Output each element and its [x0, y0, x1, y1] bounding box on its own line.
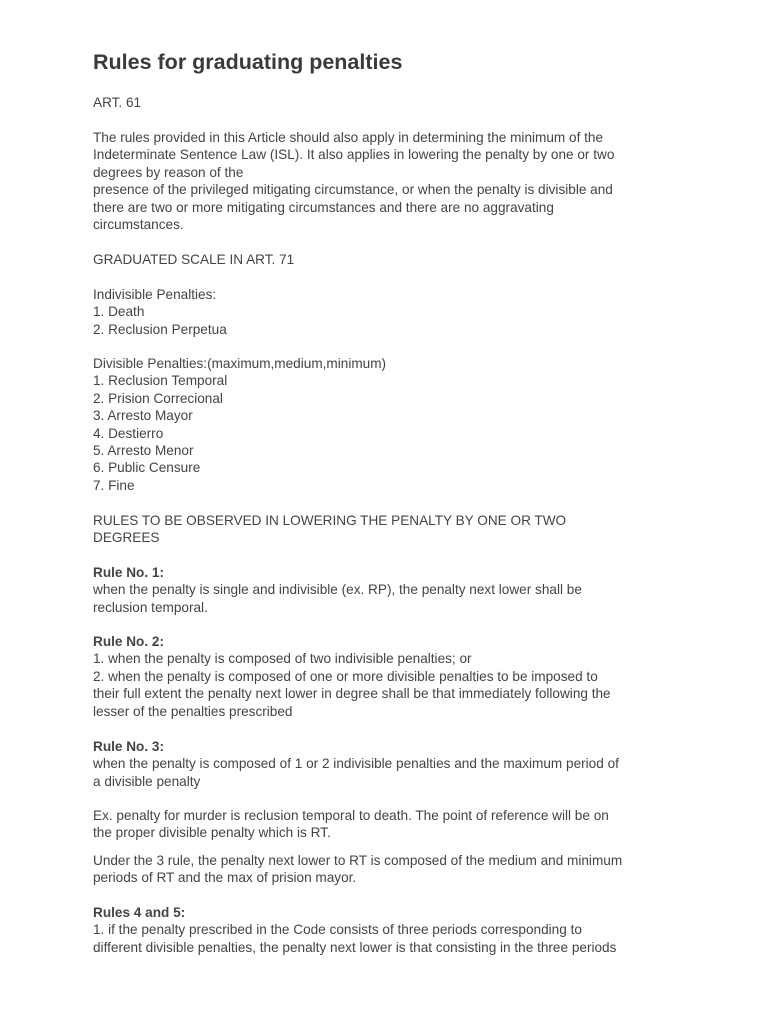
list-item: 2. Prision Correcional: [93, 390, 223, 406]
text-line: a divisible penalty: [93, 773, 201, 789]
text-line: periods of RT and the max of prision mayor.: [93, 870, 357, 886]
intro-paragraph: [93, 129, 614, 233]
indivisible-list: [93, 286, 227, 338]
rule-title: Rule No. 2:: [93, 634, 164, 649]
list-item: 4. Destierro: [93, 425, 164, 441]
list-item: 2. Reclusion Perpetua: [93, 321, 227, 337]
list-item: 1. Death: [93, 304, 145, 320]
text-line: 1. when the penalty is composed of two indivisible penalties; or: [93, 651, 472, 667]
text-line: the proper divisible penalty which is RT.: [93, 825, 331, 841]
list-item: 7. Fine: [93, 477, 135, 493]
rule-title: Rules 4 and 5:: [93, 905, 186, 920]
text-line: when the penalty is composed of 1 or 2 indivisible penalties and the maximum period of: [93, 756, 619, 772]
text-line: Ex. penalty for murder is reclusion temporal to death. The point of reference will be on: [93, 808, 609, 823]
article-number: [93, 94, 141, 111]
rule-title: Rule No. 3:: [93, 739, 164, 754]
text-line: lesser of the penalties prescribed: [93, 703, 293, 719]
text-line: degrees by reason of the: [93, 164, 244, 180]
under-rule-paragraph: [93, 852, 622, 887]
list-heading: Divisible Penalties:(maximum,medium,minimum): [93, 356, 387, 371]
text-line: DEGREES: [93, 530, 160, 546]
text-line: circumstances.: [93, 216, 184, 232]
list-heading: Indivisible Penalties:: [93, 287, 217, 302]
lowering-heading: [93, 512, 566, 547]
page-title: Rules for graduating penalties: [93, 50, 403, 74]
text-line: Under the 3 rule, the penalty next lower to RT is composed of the medium and minimum: [93, 853, 623, 868]
text-line: 2. when the penalty is composed of one or more divisible penalties to be imposed to: [93, 668, 598, 684]
rule-2: [93, 633, 611, 720]
rules-4-and-5: [93, 904, 616, 956]
text-line: their full extent the penalty next lower in degree shall be that immediately following the: [93, 686, 611, 702]
rule-1: [93, 564, 582, 616]
text-line: different divisible penalties, the penalty next lower is that consisting in the three periods: [93, 939, 617, 955]
text-line: when the penalty is single and indivisible (ex. RP), the penalty next lower shall be: [93, 582, 582, 598]
text-line: there are two or more mitigating circumstances and there are no aggravating: [93, 199, 554, 215]
article-line: ART. 61: [93, 95, 142, 110]
text-line: presence of the privileged mitigating circumstance, or when the penalty is divisible and: [93, 182, 613, 198]
text-line: 1. if the penalty prescribed in the Code consists of three periods corresponding to: [93, 922, 582, 938]
divisible-list: [93, 355, 386, 494]
text-line: Indeterminate Sentence Law (ISL). It also applies in lowering the penalty by one or two: [93, 147, 615, 163]
text-line: reclusion temporal.: [93, 599, 208, 615]
example-paragraph: [93, 807, 609, 842]
text-line: GRADUATED SCALE IN ART. 71: [93, 252, 295, 267]
text-line: RULES TO BE OBSERVED IN LOWERING THE PENALTY BY ONE OR TWO: [93, 513, 567, 528]
list-item: 6. Public Censure: [93, 460, 201, 476]
list-item: 3. Arresto Mayor: [93, 408, 193, 424]
list-item: 5. Arresto Menor: [93, 442, 194, 458]
rule-title: Rule No. 1:: [93, 565, 164, 580]
scale-heading: [93, 251, 294, 268]
list-item: 1. Reclusion Temporal: [93, 373, 228, 389]
rule-3: [93, 738, 619, 790]
text-line: The rules provided in this Article should also apply in determining the minimum of the: [93, 130, 604, 145]
